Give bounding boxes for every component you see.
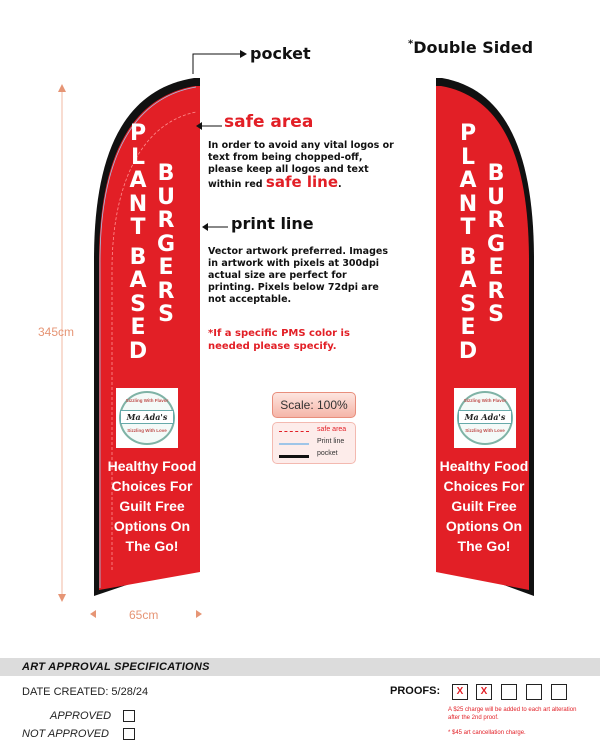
slogan-line: Options On <box>113 518 191 534</box>
legend-pocket <box>279 449 355 461</box>
spec-title: ART APPROVAL SPECIFICATIONS <box>22 661 210 673</box>
slogan-line: Choices For <box>443 478 525 494</box>
pocket-pointer <box>193 50 247 74</box>
cancellation-note: * $45 art cancellation charge. <box>448 730 526 736</box>
logo-name: Ma Ada's <box>120 410 174 424</box>
logo-top-text: Sizzling With Flavor <box>125 398 169 403</box>
proof-charge-note: A $25 charge will be added to each art alteration after the 2nd proof. <box>448 707 577 721</box>
proof-box-4[interactable] <box>526 684 542 700</box>
slogan-line: The Go! <box>457 538 511 554</box>
print-line-title: print line <box>231 214 314 233</box>
safe-area-title: safe area <box>224 112 314 132</box>
pocket-line-swatch <box>279 455 309 458</box>
left-flag-slogan <box>102 456 202 556</box>
approved-checkbox[interactable] <box>123 710 135 722</box>
print-line-pointer <box>202 223 228 231</box>
proof-box-1[interactable]: X <box>452 684 468 700</box>
line-legend <box>272 422 356 464</box>
safe-line-period: . <box>338 179 342 190</box>
right-flag-plant-based-text: P L A N T B A S E D <box>458 121 478 364</box>
not-approved-checkbox[interactable] <box>123 728 135 740</box>
slogan-line: Healthy Food <box>107 458 197 474</box>
double-sided-text: Double Sided <box>413 38 534 57</box>
width-label: 65cm <box>129 608 159 622</box>
scale-badge: Scale: 100% <box>272 392 356 418</box>
legend-print-line-label: Print line <box>317 438 345 445</box>
proof-box-2[interactable]: X <box>476 684 492 700</box>
slogan-line: The Go! <box>125 538 179 554</box>
height-label: 345cm <box>38 325 75 339</box>
left-flag-logo <box>116 388 178 448</box>
proofs-label: PROOFS: <box>390 685 441 697</box>
date-created: DATE CREATED: 5/28/24 <box>22 686 149 698</box>
double-sided-label <box>408 38 533 57</box>
slogan-line: Choices For <box>111 478 193 494</box>
slogan-line: Healthy Food <box>439 458 529 474</box>
legend-print-line <box>279 437 355 449</box>
print-line-swatch <box>279 443 309 445</box>
logo-top-text: Sizzling With Flavor <box>463 398 507 403</box>
left-flag-plant-based-text: P L A N T B A S E D <box>128 121 148 364</box>
logo-bottom-text: Sizzling With Love <box>127 428 167 433</box>
legend-safe-area <box>279 425 355 437</box>
proof-box-5[interactable] <box>551 684 567 700</box>
safe-area-line-swatch <box>279 431 309 432</box>
approved-label: APPROVED <box>50 710 112 722</box>
legend-safe-area-label: safe area <box>317 426 347 433</box>
pocket-label: pocket <box>250 44 311 63</box>
safe-area-description <box>208 140 398 191</box>
right-flag-slogan <box>434 456 534 556</box>
slogan-line: Guilt Free <box>451 498 517 514</box>
logo-name: Ma Ada's <box>458 410 512 424</box>
left-flag-burgers-text: B U R G E R S <box>156 161 176 327</box>
vector-artwork-note: Vector artwork preferred. Images in artwork with pixels at 300dpi actual size are perfect for printing. Pixels below 72dpi are not acceptable. <box>208 246 388 305</box>
double-sided-asterisk: * <box>408 38 414 50</box>
slogan-line: Options On <box>445 518 523 534</box>
right-flag-burgers-text: B U R G E R S <box>486 161 506 327</box>
height-dimension-arrow <box>58 84 66 602</box>
spec-header-bar <box>0 658 600 676</box>
art-approval-section <box>0 658 600 752</box>
logo-bottom-text: Sizzling With Love <box>465 428 505 433</box>
safe-line-text: safe line <box>265 173 339 191</box>
slogan-line: Guilt Free <box>119 498 185 514</box>
right-flag-logo <box>454 388 516 448</box>
safe-area-text: In order to avoid any vital logos or text from being chopped-off, please keep all logos and text within red <box>208 140 394 190</box>
legend-pocket-label: pocket <box>317 450 338 457</box>
pms-color-note: *If a specific PMS color is needed please specify. <box>208 328 350 352</box>
proof-box-3[interactable] <box>501 684 517 700</box>
not-approved-label: NOT APPROVED <box>22 728 109 740</box>
